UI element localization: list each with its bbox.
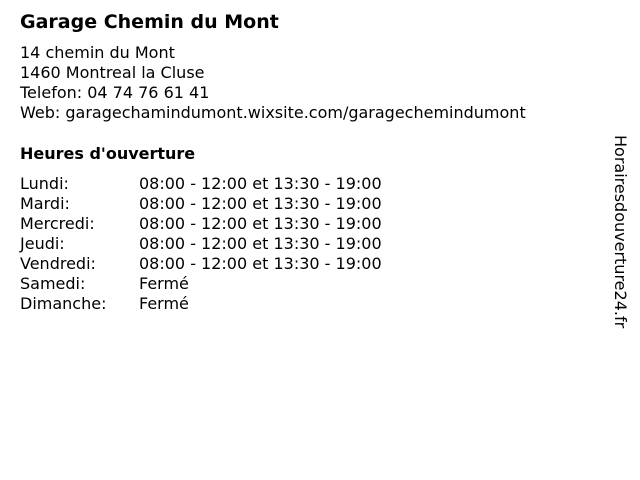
phone-number: Telefon: 04 74 76 61 41 (20, 83, 210, 102)
opening-hours: 08:00 - 12:00 et 13:30 - 19:00 (139, 234, 382, 253)
day-label: Lundi: (20, 174, 69, 193)
day-label: Samedi: (20, 274, 86, 293)
hours-heading: Heures d'ouverture (20, 144, 196, 163)
opening-hours: 08:00 - 12:00 et 13:30 - 19:00 (139, 254, 382, 273)
day-label: Mercredi: (20, 214, 95, 233)
opening-hours: 08:00 - 12:00 et 13:30 - 19:00 (139, 194, 382, 213)
address-city: 1460 Montreal la Cluse (20, 63, 205, 82)
opening-hours: 08:00 - 12:00 et 13:30 - 19:00 (139, 214, 382, 233)
opening-hours: Fermé (139, 294, 189, 313)
site-watermark: Horairesdouverture24.fr (611, 135, 630, 329)
day-label: Vendredi: (20, 254, 96, 273)
contact-block (20, 43, 526, 123)
day-label: Jeudi: (20, 234, 65, 253)
day-label: Mardi: (20, 194, 70, 213)
business-name: Garage Chemin du Mont (20, 11, 279, 33)
website: Web: garagechamindumont.wixsite.com/garagechemindumont (20, 103, 526, 122)
opening-hours: 08:00 - 12:00 et 13:30 - 19:00 (139, 174, 382, 193)
address-street: 14 chemin du Mont (20, 43, 175, 62)
day-label: Dimanche: (20, 294, 107, 313)
opening-hours: Fermé (139, 274, 189, 293)
